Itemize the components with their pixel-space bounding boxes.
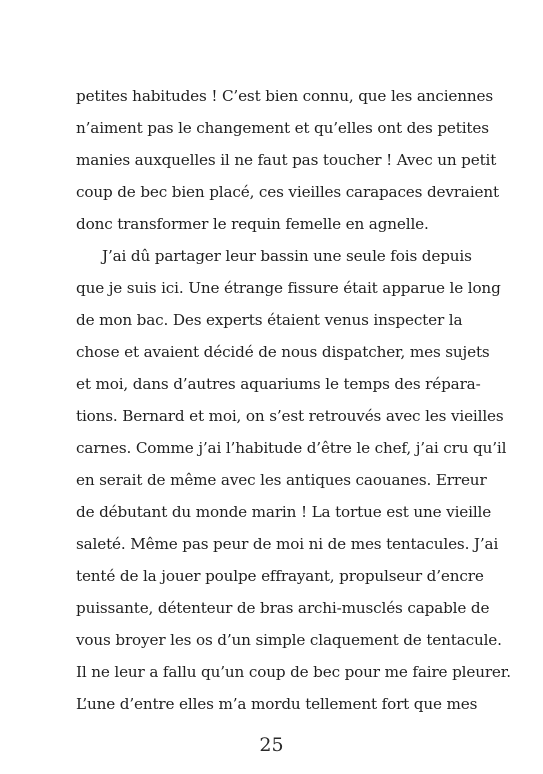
- text-line: manies auxquelles il ne faut pas toucher ! Avec un petit: [76, 151, 497, 169]
- text-line: saleté. Même pas peur de moi ni de mes tentacules. J’ai: [76, 535, 499, 553]
- text-line: vous broyer les os d’un simple claquement de tentacule.: [76, 631, 502, 649]
- text-line: Il ne leur a fallu qu’un coup de bec pour me faire pleurer.: [76, 663, 511, 681]
- text-line: coup de bec bien placé, ces vieilles carapaces devraient: [76, 183, 499, 201]
- text-line: que je suis ici. Une étrange fissure était apparue le long: [76, 279, 501, 297]
- text-line: de mon bac. Des experts étaient venus inspecter la: [76, 311, 463, 329]
- text-line: chose et avaient décidé de nous dispatcher, mes sujets: [76, 343, 490, 361]
- text-line: en serait de même avec les antiques caouanes. Erreur: [76, 471, 487, 489]
- text-line: L’une d’entre elles m’a mordu tellement fort que mes: [76, 695, 478, 713]
- text-line: de débutant du monde marin ! La tortue est une vieille: [76, 503, 492, 521]
- text-line: n’aiment pas le changement et qu’elles ont des petites: [76, 119, 489, 137]
- text-line: J’ai dû partager leur bassin une seule fois depuis: [102, 247, 472, 265]
- text-line: donc transformer le requin femelle en agnelle.: [76, 215, 429, 233]
- text-line: petites habitudes ! C’est bien connu, que les anciennes: [76, 87, 494, 105]
- text-line: tenté de la jouer poulpe effrayant, propulseur d’encre: [76, 567, 484, 585]
- text-line: tions. Bernard et moi, on s’est retrouvés avec les vieilles: [76, 407, 504, 425]
- text-line: et moi, dans d’autres aquariums le temps des répara-: [76, 375, 481, 393]
- body-text: [76, 80, 511, 720]
- text-line: puissante, détenteur de bras archi-musclés capable de: [76, 599, 490, 617]
- text-line: carnes. Comme j’ai l’habitude d’être le chef, j’ai cru qu’il: [76, 439, 507, 457]
- page-number: 25: [259, 734, 284, 756]
